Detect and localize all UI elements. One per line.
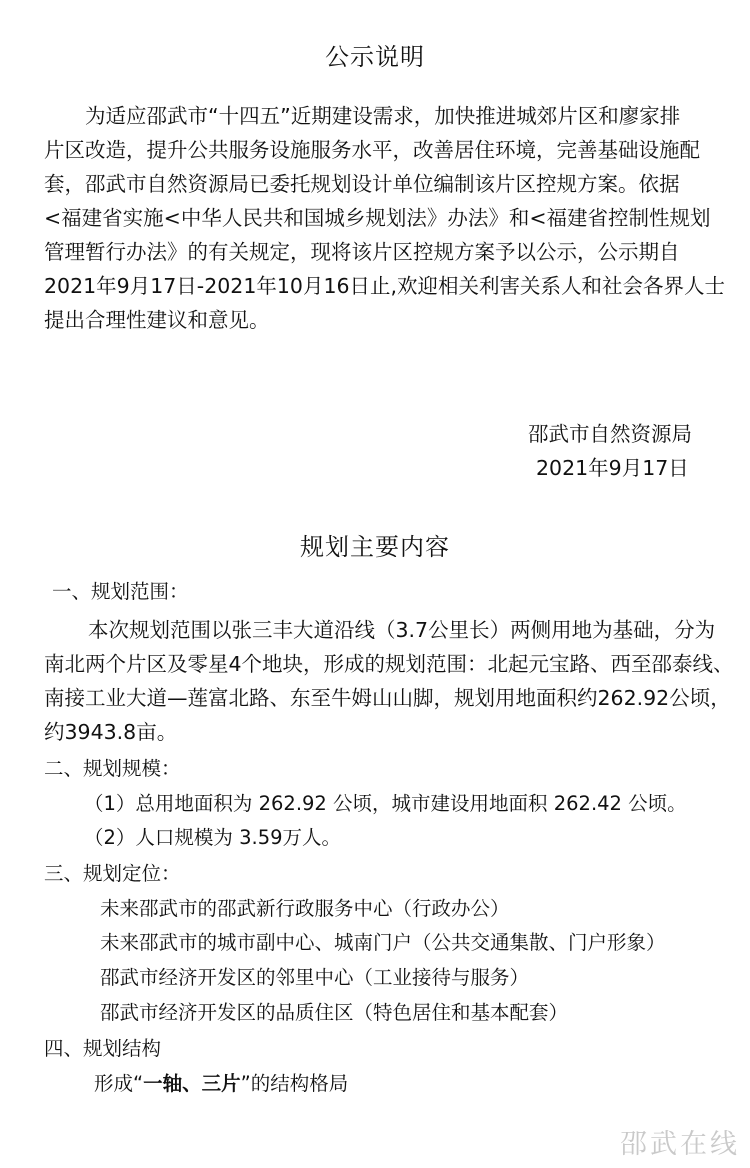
section-heading: 三、规划定位： [44, 862, 181, 885]
notice-line: 提出合理性建议和意见。 [44, 308, 270, 332]
scale-item: （1）总用地面积为 262.92 公顷，城市建设用地面积 262.42 公顷。 [84, 792, 687, 815]
structure-suffix: ”的结构格局 [240, 1072, 349, 1095]
notice-line: 管理暂行办法》的有关规定，现将该片区控规方案予以公示，公示期自 [44, 240, 680, 264]
plan-title: 规划主要内容 [300, 533, 450, 561]
scope-line: 南接工业大道—莲富北路、东至牛姆山山脚，规划用地面积约262.92公顷， [44, 686, 731, 710]
notice-line: <福建省实施<中华人民共和国城乡规划法》办法》和<福建省控制性规划 [44, 206, 711, 230]
structure-line [94, 1069, 348, 1099]
section-heading: 四、规划结构 [44, 1037, 162, 1060]
notice-body [44, 99, 726, 337]
structure-prefix: 形成“ [94, 1072, 144, 1095]
notice-line: 片区改造，提升公共服务设施服务水平，改善居住环境，完善基础设施配 [44, 138, 700, 162]
scope-line: 约3943.8亩。 [44, 720, 178, 744]
scope-paragraph [44, 613, 734, 749]
section-heading: 一、规划范围： [52, 580, 189, 603]
notice-line: 2021年9月17日-2021年10月16日止,欢迎相关利害关系人和社会各界人士 [44, 274, 726, 298]
notice-signature: 邵武市自然资源局 [528, 422, 692, 446]
positioning-item: 未来邵武市的邵武新行政服务中心（行政办公） [100, 897, 510, 920]
scope-line: 南北两个片区及零星4个地块，形成的规划范围：北起元宝路、西至邵泰线、 [44, 652, 734, 676]
notice-date: 2021年9月17日 [536, 456, 689, 480]
positioning-item: 邵武市经济开发区的品质住区（特色居住和基本配套） [100, 1001, 569, 1024]
notice-line: 为适应邵武市“十四五”近期建设需求，加快推进城郊片区和廖家排 [85, 104, 681, 128]
notice-title: 公示说明 [325, 43, 425, 71]
scope-line: 本次规划范围以张三丰大道沿线（3.7公里长）两侧用地为基础，分为 [88, 618, 716, 642]
structure-emphasis: 一轴、三片 [143, 1072, 241, 1095]
section-heading: 二、规划规模： [44, 757, 181, 780]
positioning-item: 邵武市经济开发区的邻里中心（工业接待与服务） [100, 966, 530, 989]
site-watermark: 邵武在线 [620, 1129, 740, 1160]
scale-item: （2）人口规模为 3.59万人。 [84, 826, 342, 849]
notice-line: 套，邵武市自然资源局已委托规划设计单位编制该片区控规方案。依据 [44, 172, 680, 196]
positioning-item: 未来邵武市的城市副中心、城南门户（公共交通集散、门户形象） [100, 931, 666, 954]
